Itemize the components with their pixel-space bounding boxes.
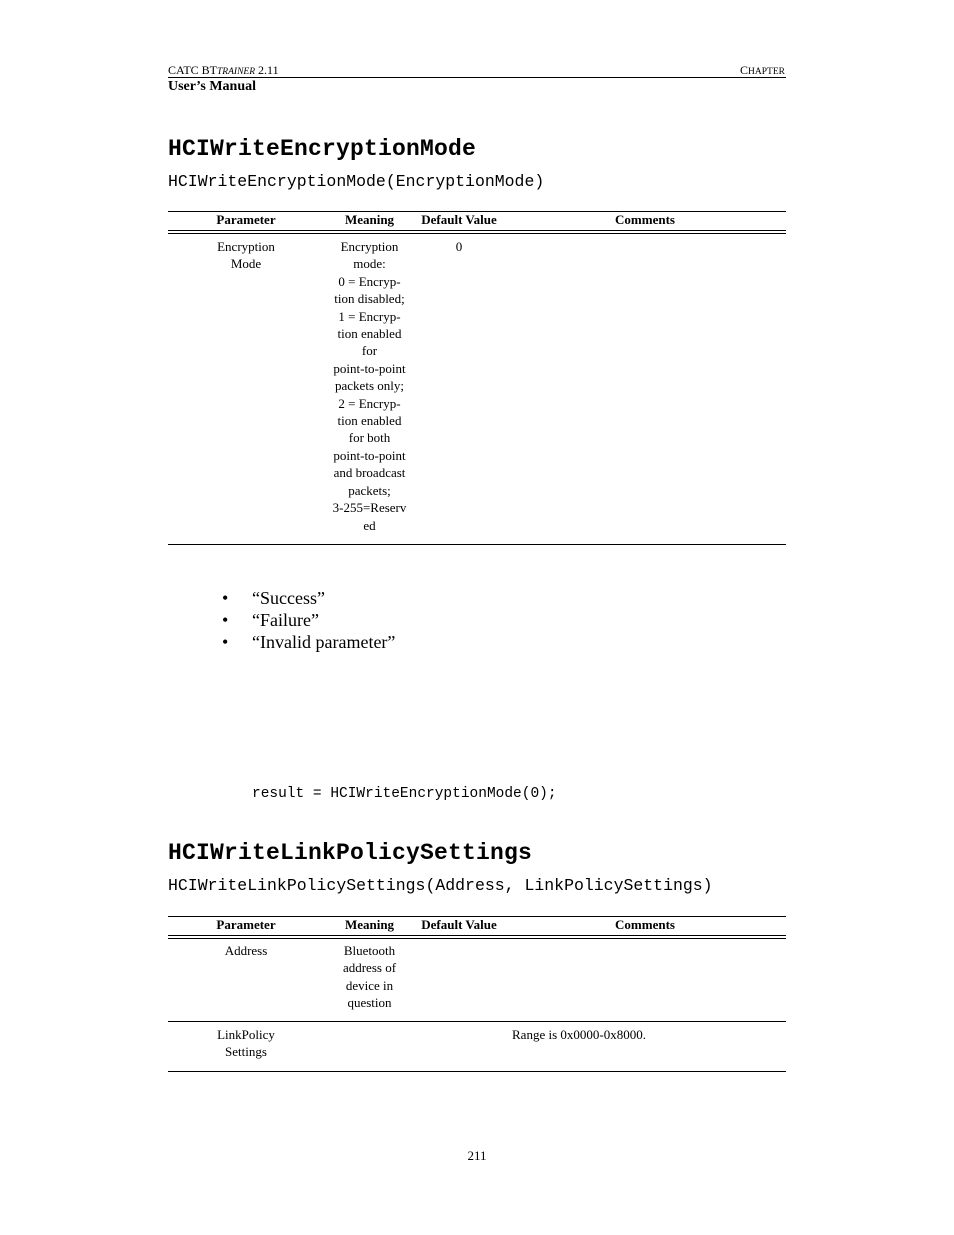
code-example: result = HCIWriteEncryptionMode(0); xyxy=(252,786,557,802)
table-header-default: Default Value xyxy=(421,917,497,932)
cell-line: LinkPolicy xyxy=(217,1027,275,1042)
cell-line: for both xyxy=(348,430,391,446)
cell-line: ed xyxy=(363,517,376,533)
cell-meaning xyxy=(327,238,412,534)
cell-comments: Range is 0x0000-0x8000. xyxy=(512,1027,646,1042)
product-version: 2.11 xyxy=(255,63,279,77)
bullet-icon: • xyxy=(222,632,229,652)
cell-line: point-to-point xyxy=(333,447,406,463)
table-header-rule-2 xyxy=(168,938,786,939)
page-number: 211 xyxy=(467,1148,487,1163)
cell-parameter xyxy=(200,238,292,273)
running-header-product xyxy=(168,63,279,78)
running-header-chapter xyxy=(740,63,785,78)
cell-line: tion enabled xyxy=(337,326,402,342)
function-signature-encryption-mode: HCIWriteEncryptionMode(EncryptionMode) xyxy=(168,172,545,191)
cell-line: Settings xyxy=(225,1044,267,1060)
cell-line: tion disabled; xyxy=(334,291,405,307)
cell-line: point-to-point xyxy=(333,360,406,376)
cell-line: address of xyxy=(342,960,397,976)
list-item xyxy=(222,609,395,631)
product-prefix: CATC BT xyxy=(168,63,218,77)
list-item xyxy=(222,587,395,609)
table-header-meaning: Meaning xyxy=(344,212,395,227)
cell-parameter xyxy=(200,1026,292,1061)
cell-parameter xyxy=(200,942,292,959)
cell-line: and broadcast xyxy=(333,465,406,481)
list-item-text: “Success” xyxy=(252,588,325,608)
table-row-rule xyxy=(168,1021,786,1022)
return-values-list xyxy=(222,587,395,653)
table-header-comments: Comments xyxy=(615,212,675,227)
cell-line: 1 = Encryp- xyxy=(338,308,401,324)
cell-line: Bluetooth xyxy=(343,943,396,958)
cell-line: mode: xyxy=(353,256,386,272)
product-smallcaps: TRAINER xyxy=(217,67,256,77)
table-header-meaning: Meaning xyxy=(344,917,395,932)
cell-line: Encryption xyxy=(217,239,275,254)
list-item-text: “Invalid parameter” xyxy=(252,632,396,652)
table-header-parameter: Parameter xyxy=(216,917,276,932)
cell-line: 0 = Encryp- xyxy=(338,273,401,289)
bullet-icon: • xyxy=(222,610,229,630)
cell-line: Address xyxy=(224,943,268,958)
cell-line: packets only; xyxy=(335,378,404,394)
section-title-link-policy: HCIWriteLinkPolicySettings xyxy=(168,840,533,866)
cell-line: 3-255=Reserv xyxy=(332,500,407,516)
cell-line: question xyxy=(347,995,392,1011)
function-signature-link-policy: HCIWriteLinkPolicySettings(Address, LinkPolicySettings) xyxy=(168,876,713,895)
table-bottom-rule xyxy=(168,544,786,545)
table-header-rule-2 xyxy=(168,233,786,234)
table-header-default: Default Value xyxy=(421,212,497,227)
cell-line: Mode xyxy=(230,256,262,272)
table-header-rule-1 xyxy=(168,935,786,936)
table-header-comments: Comments xyxy=(615,917,675,932)
table-bottom-rule xyxy=(168,1071,786,1072)
cell-meaning xyxy=(327,942,412,1012)
table-header-rule-1 xyxy=(168,230,786,231)
cell-line: device in xyxy=(345,977,394,993)
chapter-rest: HAPTER xyxy=(748,67,785,77)
cell-line: for xyxy=(361,343,378,359)
list-item-text: “Failure” xyxy=(252,610,319,630)
chapter-initial: C xyxy=(740,63,749,77)
cell-line: tion enabled xyxy=(337,413,402,429)
running-header-subtitle: User’s Manual xyxy=(168,79,257,94)
cell-line: packets; xyxy=(348,482,391,498)
cell-default-value: 0 xyxy=(455,239,463,254)
header-rule xyxy=(168,77,786,78)
cell-line: 2 = Encryp- xyxy=(338,395,401,411)
section-title-encryption-mode: HCIWriteEncryptionMode xyxy=(168,136,477,162)
bullet-icon: • xyxy=(222,588,229,608)
cell-line: Encryption xyxy=(340,239,399,254)
table-header-parameter: Parameter xyxy=(216,212,276,227)
list-item xyxy=(222,631,395,653)
